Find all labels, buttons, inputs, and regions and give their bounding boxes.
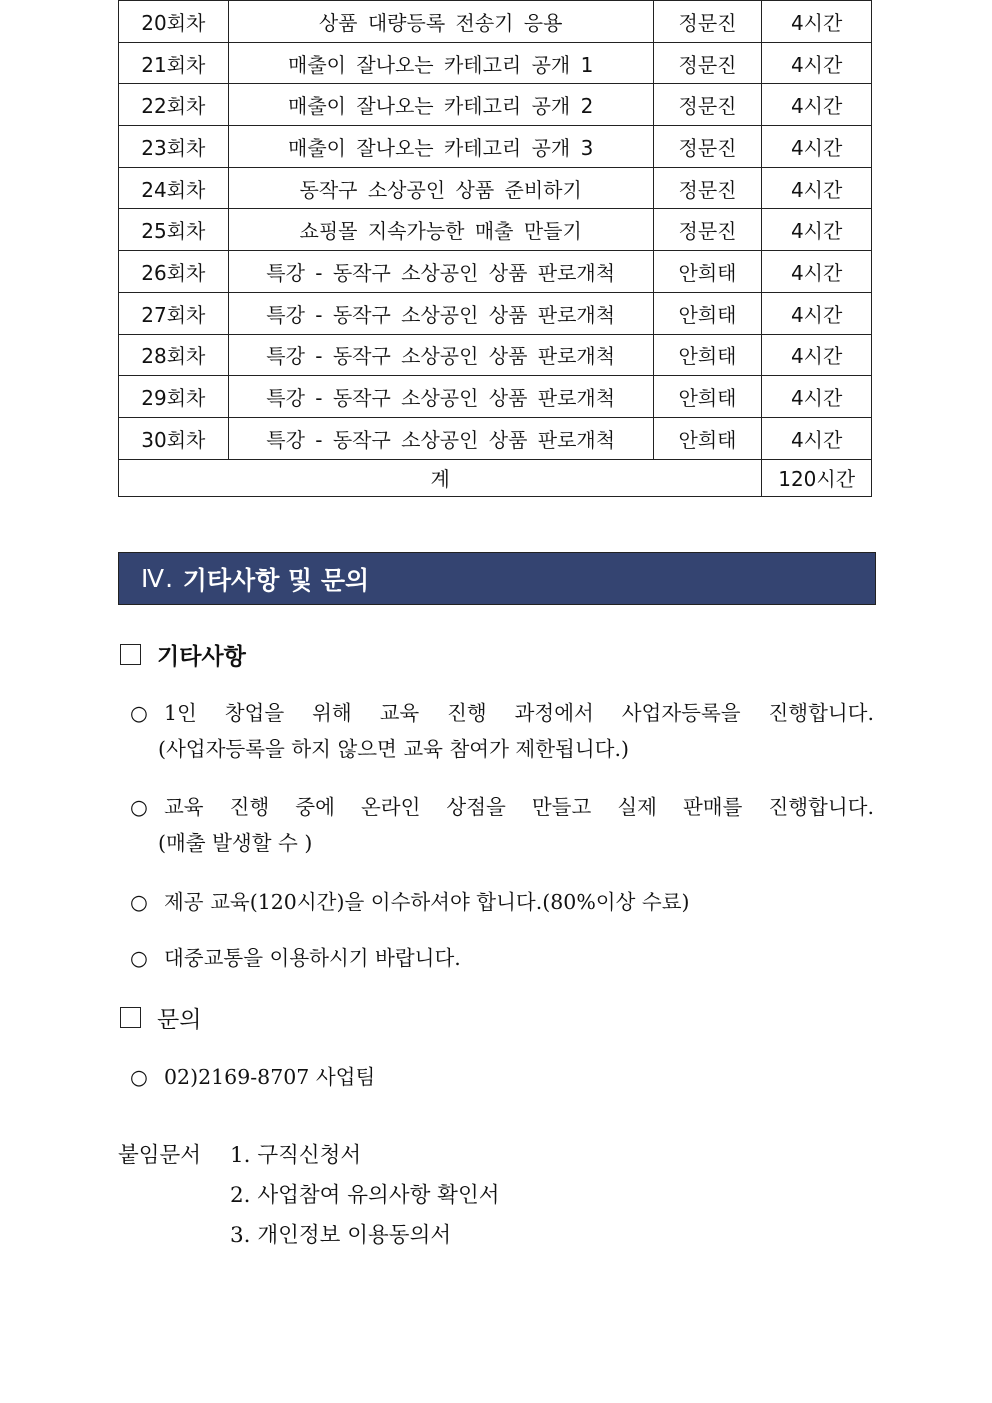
table-row (119, 42, 872, 84)
bullet-circle-icon: ○ (130, 890, 148, 914)
table-row (119, 292, 872, 334)
hours-cell: 4시간 (762, 334, 872, 376)
title-cell: 특강 - 동작구 소상공인 상품 판로개척 (228, 334, 653, 376)
hours-cell: 4시간 (762, 417, 872, 459)
section-banner (118, 552, 876, 605)
attachment-item: 1. 구직신청서 (230, 1143, 362, 1168)
instructor-cell: 안희태 (653, 292, 762, 334)
title-cell: 매출이 잘나오는 카테고리 공개 3 (228, 126, 653, 168)
hours-cell: 4시간 (762, 251, 872, 293)
title-cell: 특강 - 동작구 소상공인 상품 판로개척 (228, 292, 653, 334)
session-cell: 23회차 (119, 126, 229, 168)
checkbox-square-icon (120, 1007, 141, 1028)
bullet-circle-icon: ○ (130, 1065, 148, 1089)
session-cell: 24회차 (119, 167, 229, 209)
list-item-subtext: (사업자등록을 하지 않으면 교육 참여가 제한됩니다.) (158, 737, 629, 761)
table-row (119, 1, 872, 43)
session-cell: 30회차 (119, 417, 229, 459)
session-cell: 22회차 (119, 84, 229, 126)
checkbox-square-icon (120, 644, 141, 665)
table-row (119, 209, 872, 251)
session-cell: 25회차 (119, 209, 229, 251)
session-cell: 20회차 (119, 1, 229, 43)
total-hours: 120시간 (762, 459, 872, 496)
table-row (119, 376, 872, 418)
instructor-cell: 안희태 (653, 417, 762, 459)
instructor-cell: 정문진 (653, 1, 762, 43)
title-cell: 특강 - 동작구 소상공인 상품 판로개척 (228, 376, 653, 418)
contact-phone-text: 02)2169-8707 사업팀 (164, 1065, 376, 1089)
table-row (119, 417, 872, 459)
session-cell: 26회차 (119, 251, 229, 293)
list-item-text: 제공 교육(120시간)을 이수하셔야 합니다.(80%이상 수료) (164, 890, 690, 914)
list-item (130, 789, 874, 861)
attachment-item: 3. 개인정보 이용동의서 (230, 1223, 452, 1248)
table-row (119, 167, 872, 209)
session-cell: 28회차 (119, 334, 229, 376)
title-cell: 매출이 잘나오는 카테고리 공개 2 (228, 84, 653, 126)
list-item-text: 교육 진행 중에 온라인 상점을 만들고 실제 판매를 진행합니다. (164, 795, 874, 819)
session-cell: 29회차 (119, 376, 229, 418)
table-row (119, 334, 872, 376)
table-row (119, 126, 872, 168)
section-title: 기타사항 및 문의 (182, 565, 370, 595)
title-cell: 매출이 잘나오는 카테고리 공개 1 (228, 42, 653, 84)
attachments-label: 붙임문서 (118, 1143, 202, 1168)
table-row (119, 84, 872, 126)
etc-heading (120, 638, 246, 671)
hours-cell: 4시간 (762, 42, 872, 84)
bullet-circle-icon: ○ (130, 701, 148, 725)
session-cell: 27회차 (119, 292, 229, 334)
list-item (130, 695, 874, 767)
hours-cell: 4시간 (762, 84, 872, 126)
hours-cell: 4시간 (762, 209, 872, 251)
table-row (119, 251, 872, 293)
title-cell: 동작구 소상공인 상품 준비하기 (228, 167, 653, 209)
instructor-cell: 안희태 (653, 334, 762, 376)
contact-heading (120, 1001, 201, 1034)
list-item-subtext: (매출 발생할 수 ) (158, 831, 313, 855)
title-cell: 쇼핑몰 지속가능한 매출 만들기 (228, 209, 653, 251)
hours-cell: 4시간 (762, 292, 872, 334)
instructor-cell: 정문진 (653, 84, 762, 126)
contact-heading-label: 문의 (157, 1007, 202, 1033)
hours-cell: 4시간 (762, 126, 872, 168)
bullet-circle-icon: ○ (130, 795, 148, 819)
attachments (118, 1138, 500, 1248)
title-cell: 특강 - 동작구 소상공인 상품 판로개척 (228, 417, 653, 459)
schedule-table (118, 0, 872, 497)
section-numeral: Ⅳ. (141, 564, 175, 593)
hours-cell: 4시간 (762, 1, 872, 43)
etc-heading-label: 기타사항 (157, 644, 246, 670)
session-cell: 21회차 (119, 42, 229, 84)
list-item-text: 1인 창업을 위해 교육 진행 과정에서 사업자등록을 진행합니다. (164, 701, 874, 725)
hours-cell: 4시간 (762, 167, 872, 209)
instructor-cell: 안희태 (653, 376, 762, 418)
instructor-cell: 정문진 (653, 209, 762, 251)
title-cell: 특강 - 동작구 소상공인 상품 판로개척 (228, 251, 653, 293)
instructor-cell: 정문진 (653, 42, 762, 84)
list-item (130, 1059, 874, 1095)
list-item (130, 884, 874, 920)
attachment-item: 2. 사업참여 유의사항 확인서 (230, 1183, 500, 1208)
total-label: 계 (119, 459, 762, 496)
bullet-circle-icon: ○ (130, 946, 148, 970)
list-item (130, 940, 874, 976)
table-total-row (119, 459, 872, 496)
instructor-cell: 정문진 (653, 126, 762, 168)
instructor-cell: 정문진 (653, 167, 762, 209)
title-cell: 상품 대량등록 전송기 응용 (228, 1, 653, 43)
hours-cell: 4시간 (762, 376, 872, 418)
list-item-text: 대중교통을 이용하시기 바랍니다. (164, 946, 461, 970)
instructor-cell: 안희태 (653, 251, 762, 293)
